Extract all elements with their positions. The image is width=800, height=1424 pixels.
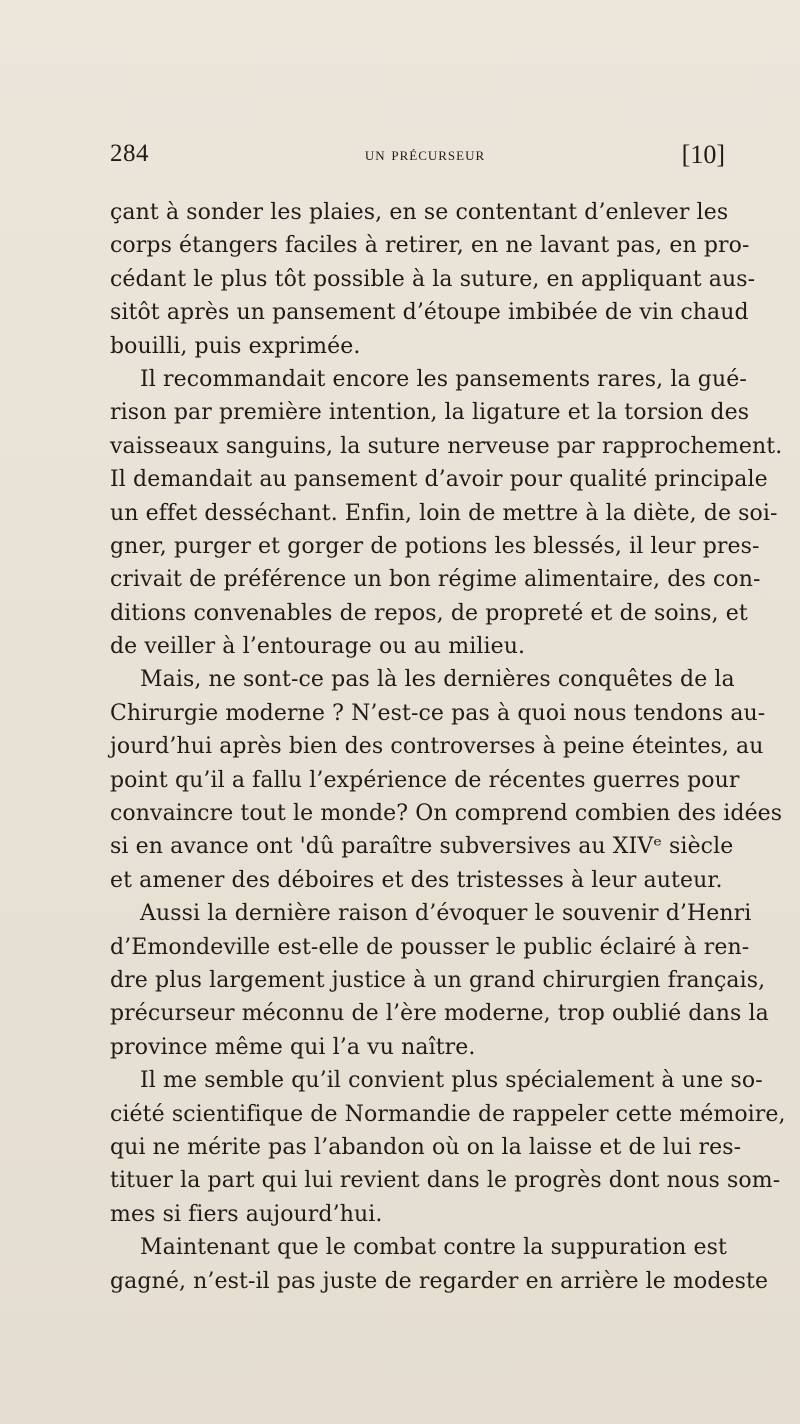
text-line: mes si fiers aujourd’hui. <box>110 1201 383 1227</box>
text-line: tituer la part qui lui revient dans le progrès dont nous som- <box>110 1168 781 1194</box>
text-line: Maintenant que le combat contre la suppuration est <box>140 1235 727 1261</box>
text-line: rison par première intention, la ligature et la torsion des <box>110 400 750 426</box>
page-number: 284 <box>110 140 149 167</box>
text-line: gner, purger et gorger de potions les blessés, il leur pres- <box>110 533 760 559</box>
text-line: ditions convenables de repos, de propreté et de soins, et <box>110 600 748 626</box>
text-line: point qu’il a fallu l’expérience de récentes guerres pour <box>110 767 740 793</box>
section-number: [10] <box>681 140 725 169</box>
text-line: Il demandait au pansement d’avoir pour qualité principale <box>110 467 768 493</box>
text-line: crivait de préférence un bon régime alimentaire, des con- <box>110 567 761 593</box>
text-line: province même qui l’a vu naître. <box>110 1034 476 1060</box>
text-line: convaincre tout le monde? On comprend combien des idées <box>110 801 783 827</box>
text-line: gagné, n’est-il pas juste de regarder en arrière le modeste <box>110 1268 769 1294</box>
text-line: si en avance ont 'dû paraître subversives au XIVᵉ siècle <box>110 834 734 860</box>
text-line: ciété scientifique de Normandie de rappeler cette mémoire, <box>110 1101 786 1127</box>
text-line: Il recommandait encore les pansements rares, la gué- <box>140 366 747 392</box>
running-head <box>110 140 725 180</box>
text-line: Aussi la dernière raison d’évoquer le souvenir d’Henri <box>140 901 752 927</box>
text-line: vaisseaux sanguins, la suture nerveuse par rapprochement. <box>110 433 783 459</box>
text-line: sitôt après un pansement d’étoupe imbibée de vin chaud <box>110 300 749 326</box>
text-line: çant à sonder les plaies, en se contentant d’enlever les <box>110 200 729 225</box>
text-line: dre plus largement justice à un grand chirurgien français, <box>110 967 766 993</box>
body-text <box>110 196 786 1298</box>
text-line: corps étangers faciles à retirer, en ne lavant pas, en pro- <box>110 233 750 259</box>
text-line: jourd’hui après bien des controverses à peine éteintes, au <box>110 734 764 760</box>
text-line: de veiller à l’entourage ou au milieu. <box>110 634 526 660</box>
text-line: et amener des déboires et des tristesses à leur auteur. <box>110 867 723 893</box>
text-line: d’Emondeville est-elle de pousser le public éclairé à ren- <box>110 934 750 960</box>
text-line: un effet desséchant. Enfin, loin de mettre à la diète, de soi- <box>110 500 778 526</box>
text-line: Il me semble qu’il convient plus spécialement à une so- <box>140 1068 763 1094</box>
text-line: précurseur méconnu de l’ère moderne, trop oublié dans la <box>110 1001 769 1027</box>
text-line: qui ne mérite pas l’abandon où on la laisse et de lui res- <box>110 1134 742 1160</box>
text-line: Chirurgie moderne ? N’est-ce pas à quoi nous tendons au- <box>110 700 766 726</box>
running-title: un précurseur <box>364 144 486 165</box>
text-line: bouilli, puis exprimée. <box>110 333 361 359</box>
text-line: Mais, ne sont-ce pas là les dernières conquêtes de la <box>140 667 735 693</box>
text-line: cédant le plus tôt possible à la suture, en appliquant aus- <box>110 266 756 292</box>
